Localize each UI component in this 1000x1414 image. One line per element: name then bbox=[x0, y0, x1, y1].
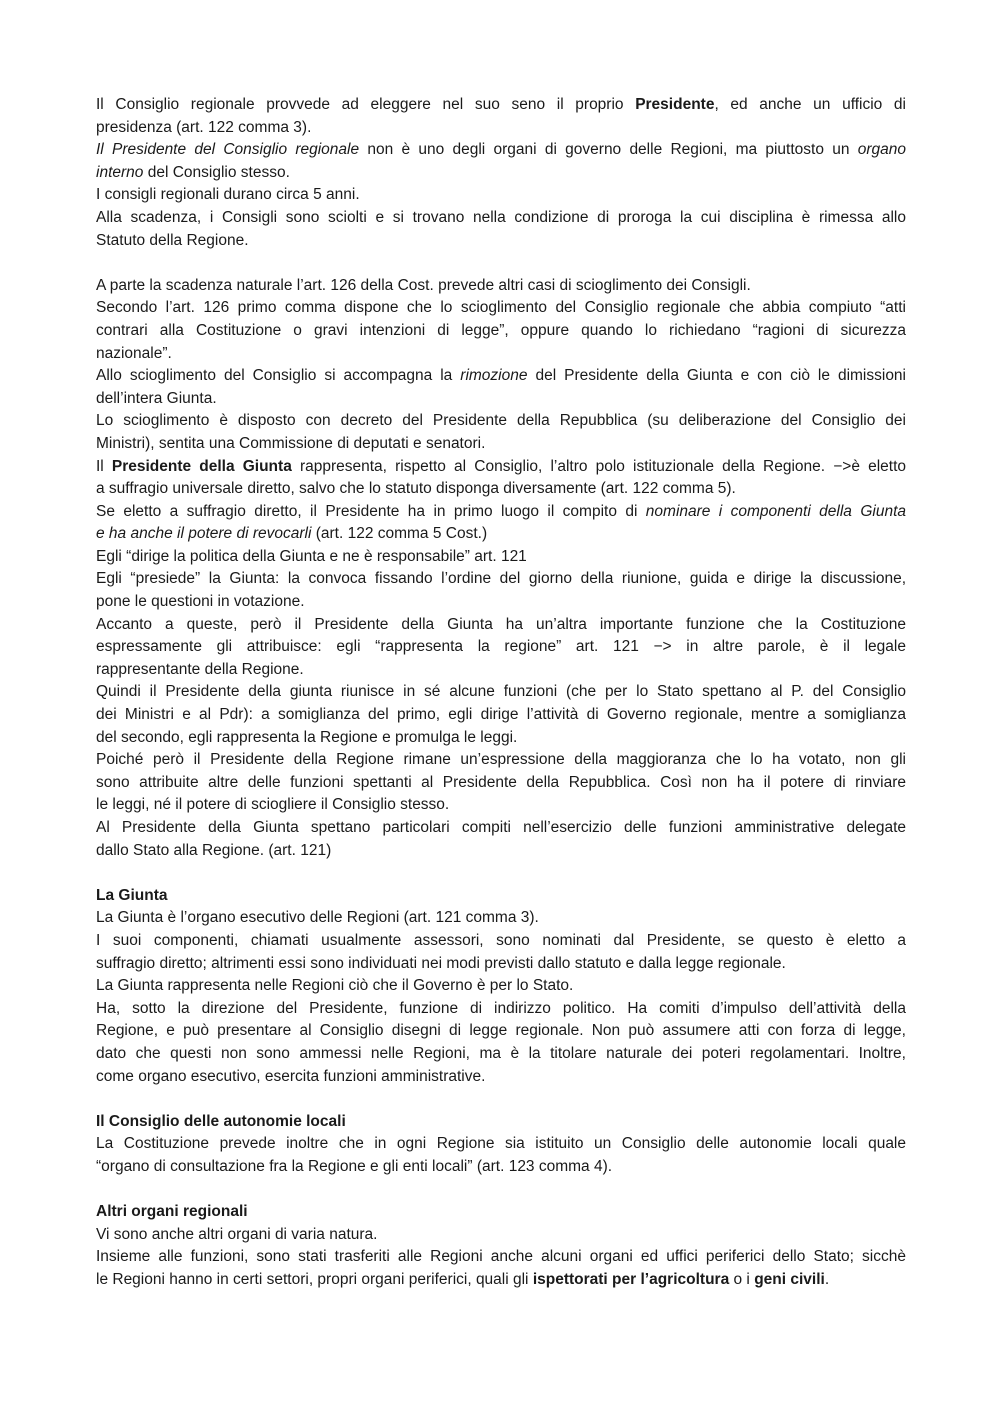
paragraph bbox=[96, 297, 906, 365]
text-line bbox=[96, 1156, 906, 1179]
text-run: La Costituzione prevede inoltre che in ogni Regione sia istituito un Consiglio delle autonomie locali quale bbox=[96, 1135, 906, 1153]
text-run: Alla scadenza, i Consigli sono sciolti e si trovano nella condizione di proroga la cui disciplina è rimessa allo bbox=[96, 208, 906, 226]
text-run: dell’intera Giunta. bbox=[96, 389, 217, 407]
text-line bbox=[96, 907, 906, 930]
text-line bbox=[96, 681, 906, 704]
text-run: Quindi il Presidente della giunta riunisce in sé alcune funzioni (che per lo Stato spettano al P. del Consiglio bbox=[96, 683, 906, 701]
paragraph bbox=[96, 501, 906, 546]
text-run: , ed anche un ufficio di bbox=[714, 96, 906, 113]
text-run: Ha, sotto la direzione del Presidente, funzione di indirizzo politico. Ha comiti d’impulso dell’attività della bbox=[96, 999, 906, 1017]
text-line bbox=[96, 885, 906, 908]
text-run: le Regioni hanno in certi settori, propri organi periferici, quali gli bbox=[96, 1270, 533, 1288]
text-line bbox=[96, 478, 906, 501]
paragraph bbox=[96, 184, 906, 207]
text-line bbox=[96, 930, 906, 953]
text-run: Poiché però il Presidente della Regione rimane un’espressione della maggioranza che lo ha votato, non gli bbox=[96, 751, 906, 769]
text-run: La Giunta è l’organo esecutivo delle Regioni (art. 121 comma 3). bbox=[96, 909, 539, 927]
text-run: Il Consiglio regionale provvede ad eleggere nel suo seno il proprio bbox=[96, 96, 636, 113]
text-line bbox=[96, 840, 906, 863]
text-line bbox=[96, 343, 906, 366]
text-run: Statuto della Regione. bbox=[96, 231, 249, 249]
text-line bbox=[96, 975, 906, 998]
italic-text: nominare i componenti della Giunta bbox=[645, 502, 906, 520]
text-line bbox=[96, 704, 906, 727]
text-run: Accanto a queste, però il Presidente della Giunta ha un’altra importante funzione che la Costituzione bbox=[96, 615, 906, 633]
text-line bbox=[96, 297, 906, 320]
paragraph bbox=[96, 275, 906, 298]
text-run: rappresentante della Regione. bbox=[96, 660, 304, 678]
bold-text: geni civili bbox=[754, 1270, 825, 1288]
text-run: dallo Stato alla Regione. (art. 121) bbox=[96, 841, 332, 859]
paragraph bbox=[96, 1133, 906, 1178]
text-run: Secondo l’art. 126 primo comma dispone che lo scioglimento del Consiglio regionale che abbia compiuto “atti bbox=[96, 299, 906, 317]
paragraph bbox=[96, 410, 906, 455]
text-line bbox=[96, 94, 906, 117]
text-line bbox=[96, 659, 906, 682]
text-line bbox=[96, 410, 906, 433]
text-run: Al Presidente della Giunta spettano particolari compiti nell’esercizio delle funzioni amministrative delegate bbox=[96, 819, 906, 836]
text-line bbox=[96, 230, 906, 253]
text-line bbox=[96, 636, 906, 659]
paragraph bbox=[96, 817, 906, 862]
text-run: Se eletto a suffragio diretto, il Presidente ha in primo luogo il compito di bbox=[96, 502, 646, 520]
text-run: Regione, e può presentare al Consiglio disegni di legge regionale. Non può assumere atti con forza di legge, bbox=[96, 1022, 906, 1040]
paragraph-spacer bbox=[96, 252, 906, 275]
text-run: le leggi, né il potere di sciogliere il Consiglio stesso. bbox=[96, 796, 450, 814]
text-run: espressamente gli attribuisce: egli “rappresenta la regione” art. 121 −> in altre parole, è il legale bbox=[96, 638, 906, 656]
text-run: nazionale”. bbox=[96, 344, 172, 362]
text-run: I suoi componenti, chiamati usualmente assessori, sono nominati dal Presidente, se questo è eletto a bbox=[96, 931, 906, 949]
text-run: del secondo, egli rappresenta la Regione e promulga le leggi. bbox=[96, 728, 518, 746]
text-run: Insieme alle funzioni, sono stati trasferiti alle Regioni anche alcuni organi ed uffici periferici dello Stato; sicchè bbox=[96, 1248, 906, 1266]
text-line bbox=[96, 501, 906, 524]
text-line bbox=[96, 1224, 906, 1247]
text-run: rappresenta, rispetto al Consiglio, l’altro polo istituzionale della Regione. −>è eletto bbox=[291, 457, 906, 475]
text-run: I consigli regionali durano circa 5 anni. bbox=[96, 186, 360, 204]
text-line bbox=[96, 1020, 906, 1043]
paragraph bbox=[96, 365, 906, 410]
text-run: Lo scioglimento è disposto con decreto del Presidente della Repubblica (su deliberazione del Consiglio dei bbox=[96, 412, 906, 430]
text-run: Egli “presiede” la Giunta: la convoca fissando l’ordine del giorno della riunione, guida e dirige la discussione, bbox=[96, 570, 906, 588]
text-line bbox=[96, 953, 906, 976]
text-run: presidenza (art. 122 comma 3). bbox=[96, 118, 312, 136]
paragraph bbox=[96, 975, 906, 998]
paragraph bbox=[96, 749, 906, 817]
text-run: come organo esecutivo, esercita funzioni amministrative. bbox=[96, 1067, 486, 1085]
text-line bbox=[96, 1043, 906, 1066]
text-line bbox=[96, 207, 906, 230]
text-run: . bbox=[824, 1270, 830, 1288]
text-line bbox=[96, 456, 906, 479]
paragraph bbox=[96, 998, 906, 1088]
section-heading bbox=[96, 885, 906, 908]
paragraph bbox=[96, 681, 906, 749]
text-run: Allo scioglimento del Consiglio si accompagna la bbox=[96, 367, 461, 385]
text-line bbox=[96, 162, 906, 185]
text-line bbox=[96, 794, 906, 817]
text-run: Ministri), sentita una Commissione di deputati e senatori. bbox=[96, 434, 486, 452]
paragraph bbox=[96, 614, 906, 682]
section-heading bbox=[96, 1111, 906, 1134]
italic-text: e ha anche il potere di revocarli bbox=[96, 525, 312, 543]
text-line bbox=[96, 388, 906, 411]
text-line bbox=[96, 1133, 906, 1156]
bold-text: La Giunta bbox=[96, 886, 168, 904]
text-run: Il bbox=[96, 457, 112, 475]
text-line bbox=[96, 523, 906, 546]
text-run: sono attribuite altre delle funzioni spettanti al Presidente della Repubblica. Così non ha il potere di rinviare bbox=[96, 773, 906, 791]
text-run: (art. 122 comma 5 Cost.) bbox=[311, 525, 488, 543]
bold-text: Il Consiglio delle autonomie locali bbox=[96, 1112, 346, 1130]
text-run: dei Ministri e al Pdr): a somiglianza del primo, egli dirige l’attività di Governo regionale, mentre a somiglianza bbox=[96, 706, 906, 724]
text-line bbox=[96, 320, 906, 343]
italic-text: organo bbox=[857, 141, 906, 159]
text-line bbox=[96, 546, 906, 569]
text-run: del Consiglio stesso. bbox=[143, 163, 290, 181]
text-line bbox=[96, 1269, 906, 1292]
text-line bbox=[96, 1246, 906, 1269]
text-run: a suffragio universale diretto, salvo che lo statuto disponga diversamente (art. 122 comma 5). bbox=[96, 480, 736, 498]
bold-text: Presidente della Giunta bbox=[111, 457, 292, 475]
paragraph bbox=[96, 568, 906, 613]
text-line bbox=[96, 184, 906, 207]
text-run: Egli “dirige la politica della Giunta e ne è responsabile” art. 121 bbox=[96, 547, 527, 565]
text-line bbox=[96, 817, 906, 840]
bold-text: Presidente bbox=[635, 96, 715, 113]
text-run: Vi sono anche altri organi di varia natura. bbox=[96, 1225, 378, 1243]
paragraph bbox=[96, 1246, 906, 1291]
italic-text: rimozione bbox=[460, 367, 528, 385]
text-run: La Giunta rappresenta nelle Regioni ciò che il Governo è per lo Stato. bbox=[96, 977, 574, 995]
document-page bbox=[96, 94, 906, 1291]
text-run: o i bbox=[729, 1270, 755, 1288]
text-line bbox=[96, 117, 906, 140]
paragraph bbox=[96, 139, 906, 184]
paragraph bbox=[96, 456, 906, 501]
text-run: dato che questi non sono ammessi nelle Regioni, ma è la titolare naturale dei poteri regolamentari. Inoltre, bbox=[96, 1044, 906, 1062]
paragraph bbox=[96, 1224, 906, 1247]
italic-text: interno bbox=[96, 163, 144, 181]
text-line bbox=[96, 275, 906, 298]
text-line bbox=[96, 433, 906, 456]
text-run: A parte la scadenza naturale l’art. 126 della Cost. prevede altri casi di scioglimento dei Consigli. bbox=[96, 276, 751, 294]
text-line bbox=[96, 772, 906, 795]
text-line bbox=[96, 727, 906, 750]
paragraph bbox=[96, 907, 906, 930]
italic-text: Il Presidente del Consiglio regionale bbox=[96, 141, 360, 159]
text-line bbox=[96, 1066, 906, 1089]
bold-text: Altri organi regionali bbox=[96, 1203, 248, 1221]
paragraph bbox=[96, 930, 906, 975]
text-run: pone le questioni in votazione. bbox=[96, 593, 305, 611]
text-line bbox=[96, 614, 906, 637]
text-line bbox=[96, 591, 906, 614]
paragraph bbox=[96, 207, 906, 252]
text-line bbox=[96, 139, 906, 162]
text-line bbox=[96, 568, 906, 591]
text-line bbox=[96, 1111, 906, 1134]
text-line bbox=[96, 365, 906, 388]
paragraph-spacer bbox=[96, 862, 906, 885]
text-run: suffragio diretto; altrimenti essi sono individuati nei modi previsti dallo statuto e dalla legge regionale. bbox=[96, 954, 786, 972]
section-heading bbox=[96, 1201, 906, 1224]
paragraph bbox=[96, 94, 906, 139]
text-run: contrari alla Costituzione o gravi intenzioni di legge”, oppure quando lo richiedano “ragioni di sicurezza bbox=[96, 321, 906, 339]
text-run: del Presidente della Giunta e con ciò le dimissioni bbox=[527, 367, 906, 385]
text-line bbox=[96, 1201, 906, 1224]
text-line bbox=[96, 998, 906, 1021]
text-line bbox=[96, 749, 906, 772]
paragraph-spacer bbox=[96, 1088, 906, 1111]
paragraph bbox=[96, 546, 906, 569]
text-run: “organo di consultazione fra la Regione e gli enti locali” (art. 123 comma 4). bbox=[96, 1157, 613, 1175]
paragraph-spacer bbox=[96, 1179, 906, 1202]
bold-text: ispettorati per l’agricoltura bbox=[532, 1270, 730, 1288]
text-run: non è uno degli organi di governo delle Regioni, ma piuttosto un bbox=[359, 141, 858, 159]
